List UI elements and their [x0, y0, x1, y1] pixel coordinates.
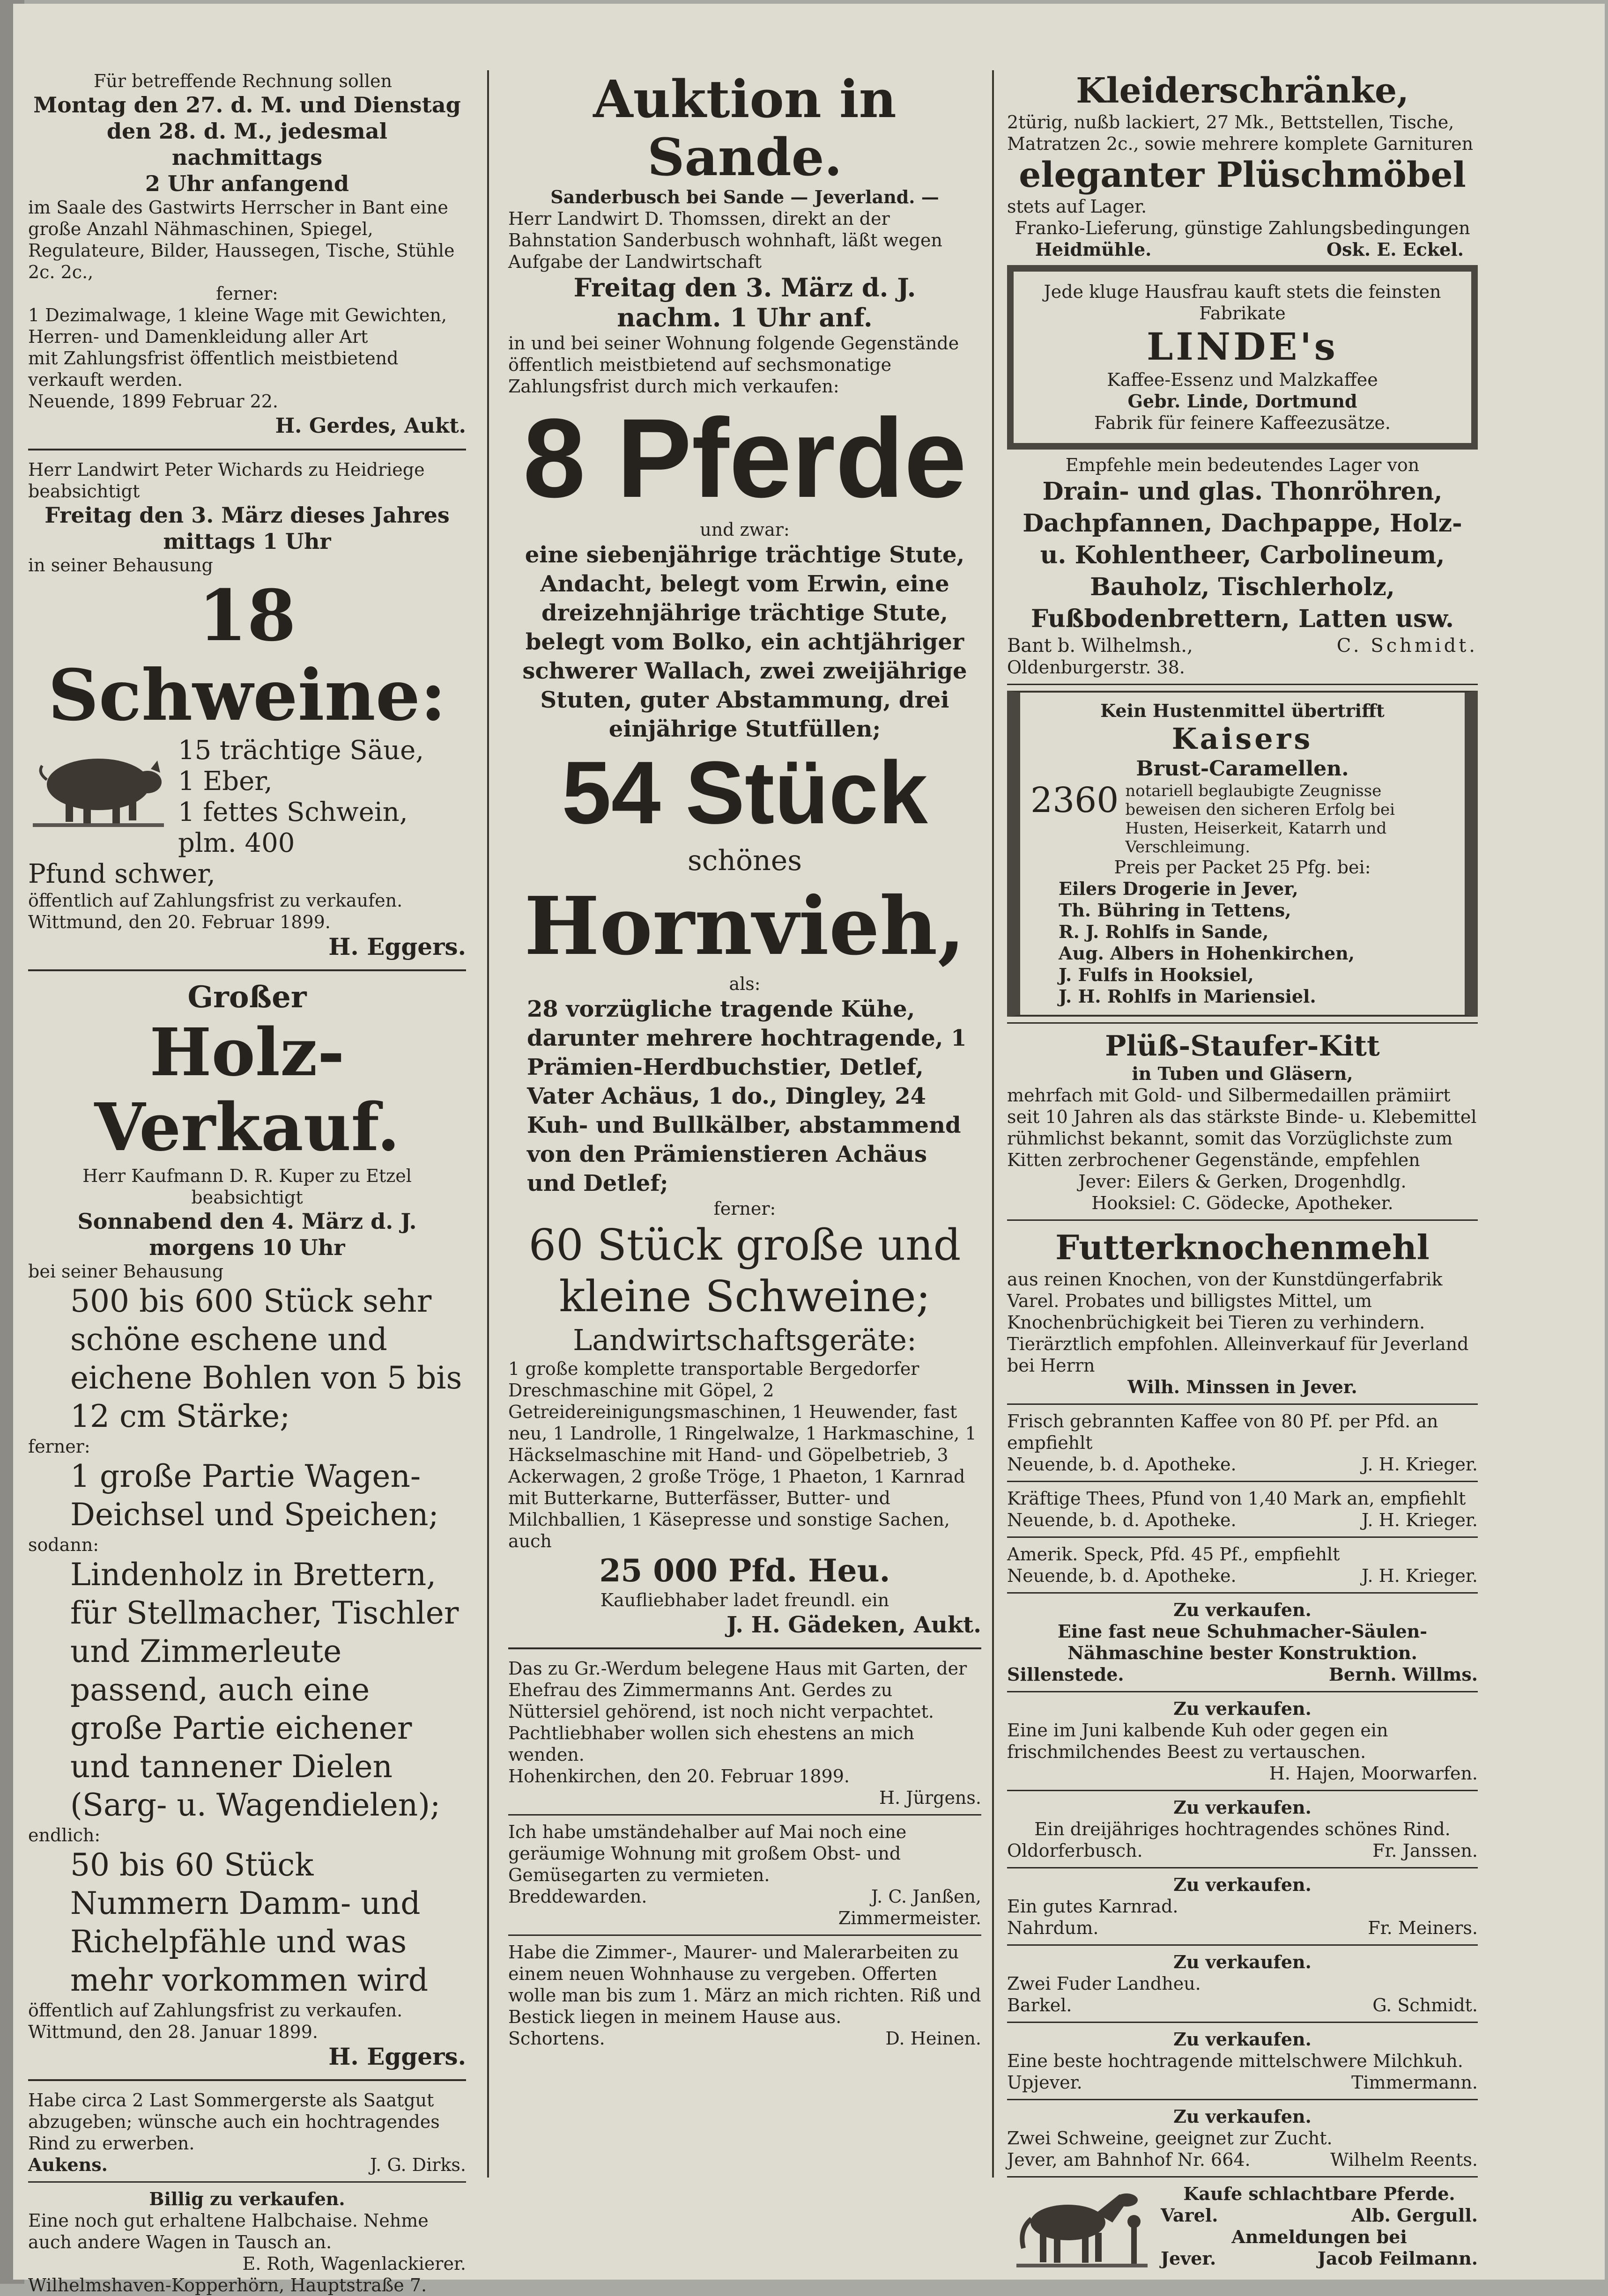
ad-place: Nahrdum.	[1007, 1918, 1099, 1938]
ad-building-materials	[1007, 454, 1478, 678]
ad-seller: Jever: Eilers & Gerken, Drogenhdlg.	[1078, 1171, 1407, 1192]
ad-place: Oldorferbusch.	[1007, 1840, 1143, 1861]
ad-item: 50 bis 60 Stück Nummern Damm- und Richelpfähle und was mehr vorkommen wird	[70, 1847, 429, 1998]
ad-horses: eine siebenjährige trächtige Stute, Andacht, belegt vom Erwin, eine dreizehnjährige trächtige Stute, belegt vom Bolko, ein achtjähriger schwerer Wallach, zwei zweijährige Stuten, guter Abstammung, drei einjährige Stutfüllen;	[522, 542, 967, 742]
pig-illustration	[28, 740, 169, 834]
ad-line: Jever, am Bahnhof Nr. 664.	[1007, 2149, 1251, 2170]
ad-product: Brust-Caramellen.	[1136, 757, 1349, 781]
ad-headline: 18 Schweine:	[48, 575, 446, 737]
ad-place: Upjever.	[1007, 2072, 1082, 2093]
ad-role: Zimmermeister.	[838, 1908, 981, 1928]
ad-hay	[1007, 1951, 1478, 2016]
ad-line: Anmeldungen bei	[1231, 2226, 1407, 2247]
ad-intro: Herr Landwirt Peter Wichards zu Heidriege beabsichtigt	[28, 459, 425, 502]
ad-place: Sillenstede.	[1007, 1664, 1124, 1685]
ad-price: Preis per Packet 25 Pfg. bei:	[1114, 857, 1371, 878]
ad-body: mehrfach mit Gold- und Silbermedaillen prämiirt seit 10 Jahren als das stärkste Binde- u. Klebemittel rühmlichst bekannt, somit das Vorzüglichste zum Kitten zerbrochener Gegenstände, empfehlen	[1007, 1085, 1477, 1170]
ad-intro: Für betreffende Rechnung sollen	[94, 71, 393, 91]
ad-line: Kaufe schlachtbare Pferde.	[1183, 2183, 1455, 2204]
ad-place: Varel.	[1161, 2205, 1218, 2226]
ad-invite: Kaufliebhaber ladet freundl. ein	[600, 1590, 889, 1610]
ad-terms: mit Zahlungsfrist öffentlich meistbietend verkauft werden.	[28, 348, 399, 390]
column-3	[1007, 70, 1478, 2269]
ad-item: Lindenholz in Brettern, für Stellmacher, Tischler und Zimmerleute passend, auch eine große Partie eichener und tannener Dielen (Sarg- u. Wagendielen);	[70, 1557, 459, 1823]
ad-line: Jede kluge Hausfrau kauft stets die feinsten Fabrikate	[1044, 281, 1441, 324]
ad-signer: J. C. Janßen,	[871, 1886, 981, 1907]
ad-line: Kaffee-Essenz und Malzkaffee	[1107, 369, 1378, 390]
ad-title: Zu verkaufen.	[1173, 1599, 1312, 1620]
ad-seller: J. H. Rohlfs in Mariensiel.	[1059, 986, 1316, 1007]
ad-divider	[1007, 1867, 1478, 1868]
ad-dateline: Hohenkirchen, den 20. Februar 1899.	[508, 1766, 850, 1787]
ad-signer: J. H. Krieger.	[1362, 1454, 1478, 1475]
ad-headline: Plüß-Staufer-Kitt	[1105, 1030, 1380, 1063]
ad-seller: Aug. Albers in Hohenkirchen,	[1059, 943, 1355, 964]
ad-seller: Eilers Drogerie in Jever,	[1059, 878, 1298, 899]
ad-coffee	[1007, 1410, 1478, 1475]
ad-body: Habe circa 2 Last Sommergerste als Saatgut abzugeben; wünsche auch ein hochtragendes Rind zu erwerben.	[28, 2090, 440, 2154]
ad-divider	[28, 969, 466, 971]
ad-date: Freitag den 3. März d. J.	[573, 273, 916, 303]
column-2	[508, 70, 981, 2248]
ad-sub: Sanderbusch bei Sande — Jeverland. —	[550, 186, 939, 207]
ad-signer: Fr. Janssen.	[1372, 1840, 1478, 1861]
ad-construction	[508, 1942, 981, 2049]
ad-signer: G. Schmidt.	[1372, 1995, 1478, 2015]
ad-intro: Herr Kaufmann D. R. Kuper zu Etzel beabsichtigt	[82, 1166, 412, 1208]
horse-illustration	[1012, 2185, 1152, 2274]
ad-signer: Wilhelm Reents.	[1330, 2149, 1478, 2170]
ad-divider	[1007, 1219, 1478, 1221]
ad-divider	[508, 1814, 981, 1816]
ad-ferner: ferner:	[28, 1436, 90, 1457]
ad-divider	[1007, 2176, 1478, 2178]
ad-sodann: sodann:	[28, 1535, 99, 1555]
ad-title: Billig zu verkaufen.	[149, 2188, 345, 2209]
ad-body: Eine fast neue Schuhmacher-Säulen-Nähmaschine bester Konstruktion.	[1057, 1621, 1428, 1663]
ad-intro: Herr Landwirt D. Thomssen, direkt an der Bahnstation Sanderbusch wohnhaft, läßt wegen Aufgabe der Landwirtschaft	[508, 208, 942, 272]
ad-body: Kräftige Thees, Pfund von 1,40 Mark an, empfiehlt	[1007, 1488, 1466, 1509]
ad-divider	[1007, 1481, 1478, 1482]
ad-headline: Kleiderschränke,	[1076, 71, 1409, 111]
ad-signer: J. G. Dirks.	[370, 2155, 466, 2175]
ad-address: Wilhelmshaven-Kopperhörn, Hauptstraße 7.	[28, 2275, 427, 2296]
ad-big-heading: Hornvieh,	[524, 879, 965, 973]
ad-place: bei seiner Behausung	[28, 1261, 224, 1282]
ad-body: Eine beste hochtragende mittelschwere Milchkuh.	[1007, 2051, 1463, 2071]
ad-big: eleganter Plüschmöbel	[1019, 155, 1466, 195]
ad-date: morgens 10 Uhr	[149, 1235, 345, 1260]
ad-ferner: ferner:	[216, 283, 278, 304]
ad-dateline: Wittmund, den 28. Januar 1899.	[28, 2022, 318, 2042]
ad-place: Bant b. Wilhelmsh.,	[1007, 635, 1193, 657]
ad-cow	[1007, 1698, 1478, 1784]
ad-als: als:	[729, 974, 761, 994]
ad-title: Zu verkaufen.	[1173, 2029, 1312, 2050]
ad-body: Ich habe umständehalber auf Mai noch eine geräumige Wohnung mit großem Obst- und Gemüsegarten zu vermieten.	[508, 1822, 907, 1885]
ad-date: den 28. d. M., jedesmal nachmittags	[106, 118, 388, 170]
ad-sub: in Tuben und Gläsern,	[1132, 1063, 1353, 1084]
ad-geraete: 1 große komplette transportable Bergedorfer Dreschmaschine mit Göpel, 2 Getreidereinigungsmaschinen, 1 Heuwender, fast neu, 1 Landrolle, 1 Ringelwalze, 1 Harkmaschine, 1 Häckselmaschine mit Hand- und Göpelbetrieb, 3 Ackerwagen, 2 große Tröge, 1 Phaeton, 1 Karnrad mit Butterkarne, Butterfässer, Butter- und Milchballien, 1 Käsepresse und sonstige Sachen, auch	[508, 1358, 977, 1551]
ad-intro: Empfehle mein bedeutendes Lager von	[1065, 455, 1420, 475]
ad-body: Ein dreijähriges hochtragendes schönes Rind.	[1034, 1819, 1451, 1839]
ad-place: in seiner Behausung	[28, 555, 213, 576]
ad-divider	[1007, 2099, 1478, 2100]
ad-place: Schortens.	[508, 2028, 605, 2049]
ad-wood-sale	[28, 980, 466, 2071]
ad-divider	[1007, 1790, 1478, 1791]
ad-house-werdum	[508, 1658, 981, 1809]
ad-big-heading: 8 Pferde	[523, 395, 967, 521]
ad-claim: notariell beglaubigte Zeugnisse beweisen den sicheren Erfolg bei Husten, Heiserkeit, Katarrh und Verschleimung.	[1125, 782, 1395, 856]
ad-item: Pfund schwer,	[28, 859, 215, 889]
ad-date: Sonnabend den 4. März d. J.	[77, 1209, 417, 1234]
ad-dateline: Wittmund, den 20. Februar 1899.	[28, 912, 331, 932]
ad-signer: H. Gerdes, Aukt.	[275, 414, 466, 438]
ad-milk-cow	[1007, 2029, 1478, 2093]
ad-seller: J. Fulfs in Hooksiel,	[1059, 964, 1254, 985]
ad-pre-headline: Großer	[187, 980, 307, 1015]
ad-date: 2 Uhr anfangend	[145, 171, 349, 196]
ad-und-zwar: und zwar:	[700, 519, 790, 540]
ad-divider	[1007, 1536, 1478, 1538]
ad-pre: Kein Hustenmittel übertrifft	[1100, 700, 1385, 721]
ad-heifer	[1007, 1797, 1478, 1861]
ad-divider	[28, 2181, 466, 2183]
ad-headline: Futterknochenmehl	[1055, 1227, 1430, 1267]
ad-big-heading: 60 Stück große und kleine Schweine;	[528, 1220, 961, 1321]
ad-body: Eine noch gut erhaltene Halbchaise. Nehme auch andere Wagen in Tausch an.	[28, 2210, 429, 2252]
ad-place: Heidmühle.	[1035, 239, 1152, 260]
ad-geraete-title: Landwirtschaftsgeräte:	[573, 1323, 917, 1357]
ad-hay: 25 000 Pfd. Heu.	[599, 1552, 890, 1589]
ad-terms: öffentlich auf Zahlungsfrist zu verkaufen.	[28, 890, 403, 911]
ad-divider	[1007, 1944, 1478, 1946]
ad-address: Oldenburgerstr. 38.	[1007, 657, 1185, 678]
ad-signer: Osk. E. Eckel.	[1326, 239, 1464, 260]
ad-title: Zu verkaufen.	[1173, 1698, 1312, 1719]
ad-signer: Timmermann.	[1351, 2072, 1478, 2093]
ad-body: Eine im Juni kalbende Kuh oder gegen ein frischmilchendes Beest zu vertauschen.	[1007, 1720, 1388, 1762]
ad-signer: J. H. Krieger.	[1362, 1510, 1478, 1530]
ad-item: 1 Eber,	[178, 766, 273, 797]
ad-signer: J. H. Gädeken, Aukt.	[726, 1612, 981, 1638]
ad-signer: Alb. Gergull.	[1351, 2205, 1478, 2226]
ad-signer: Fr. Meiners.	[1368, 1918, 1478, 1938]
ad-signer: Jacob Feilmann.	[1317, 2248, 1478, 2269]
ad-schones: schönes	[687, 844, 802, 877]
column-rule-2	[992, 70, 994, 2178]
ad-title: Zu verkaufen.	[1173, 2106, 1312, 2127]
ad-apartment	[508, 1821, 981, 1929]
ad-divider	[1007, 1022, 1478, 1024]
ad-auction-bant	[28, 70, 466, 440]
column-1	[28, 70, 466, 2296]
ad-furniture	[1007, 70, 1478, 260]
ad-body: Habe die Zimmer-, Maurer- und Malerarbeiten zu einem neuen Wohnhause zu vergeben. Offerten wolle man bis zum 1. März an mich richten. Riß und Bestick liegen in meinem Hause aus.	[508, 1942, 981, 2027]
ad-title: Zu verkaufen.	[1173, 1797, 1312, 1818]
ad-num: 2360	[1030, 780, 1119, 820]
ad-place: Neuende, b. d. Apotheke.	[1007, 1565, 1237, 1586]
ad-headline: Auktion in Sande.	[593, 69, 897, 187]
ad-body: Das zu Gr.-Werdum belegene Haus mit Garten, der Ehefrau des Zimmermanns Ant. Gerdes zu Nüttersiel gehörend, ist noch nicht verpachtet. Pachtliebhaber wollen sich ehestens an mich wenden.	[508, 1658, 967, 1765]
ad-divider	[508, 1647, 981, 1649]
ad-signer: H. Eggers.	[328, 2043, 466, 2070]
ad-divider	[508, 1934, 981, 1936]
ad-items: Drain- und glas. Thonröhren, Dachpfannen, Dachpappe, Holz- u. Kohlentheer, Carbolineum, Bauholz, Tischlerholz, Fußbodenbrettern, Latten usw.	[1023, 477, 1462, 633]
ad-divider	[1007, 1691, 1478, 1692]
ad-stock: stets auf Lager.	[1007, 196, 1147, 217]
ad-kitt	[1007, 1029, 1478, 1214]
ad-body: Frisch gebrannten Kaffee von 80 Pf. per Pfd. an empfiehlt	[1007, 1411, 1438, 1453]
ad-auction-sande	[508, 70, 981, 1639]
ad-item: 1 große Partie Wagen-Deichsel und Speichen;	[70, 1458, 439, 1533]
ad-title: Zu verkaufen.	[1173, 1874, 1312, 1895]
ad-date: Montag den 27. d. M. und Dienstag	[33, 92, 461, 118]
ad-sewing-machine	[1007, 1599, 1478, 1685]
ad-karnrad	[1007, 1874, 1478, 1939]
ad-breeding-pigs	[1007, 2106, 1478, 2170]
ad-pig-sale	[28, 459, 466, 961]
ad-signer: H. Eggers.	[328, 933, 466, 960]
ad-signer: E. Roth, Wagenlackierer.	[242, 2253, 466, 2274]
ad-terms: Franko-Lieferung, günstige Zahlungsbedingungen	[1015, 218, 1470, 238]
ad-signer: D. Heinen.	[885, 2028, 981, 2049]
ad-body: im Saale des Gastwirts Herrscher in Bant eine große Anzahl Nähmaschinen, Spiegel, Regulateure, Bilder, Haussegen, Tische, Stühle 2c. 2c.,	[28, 197, 455, 282]
ad-divider	[28, 449, 466, 450]
ad-divider	[1007, 2022, 1478, 2023]
ad-halbchaise	[28, 2188, 466, 2296]
ad-signer: C. Schmidt.	[1336, 635, 1478, 657]
ad-place: Neuende, b. d. Apotheke.	[1007, 1510, 1237, 1530]
ad-divider	[28, 2079, 466, 2081]
ad-ferner: ferner:	[713, 1198, 776, 1219]
ad-signer: Bernh. Willms.	[1328, 1664, 1478, 1685]
ad-date: mittags 1 Uhr	[163, 529, 331, 554]
ad-terms: in und bei seiner Wohnung folgende Gegenstände öffentlich meistbietend auf sechsmonatige Zahlungsfrist durch mich verkaufen:	[508, 333, 959, 397]
ad-body: aus reinen Knochen, von der Kunstdüngerfabrik Varel. Probates und billigstes Mittel, um Knochenbrüchigkeit bei Tieren zu verhindern. Tierärztlich empfohlen. Alleinverkauf für Jeverland bei Herrn	[1007, 1269, 1469, 1376]
ad-date: nachm. 1 Uhr anf.	[617, 303, 873, 332]
ad-linde-box	[1007, 265, 1478, 450]
ad-seller: Th. Bühring in Tettens,	[1059, 900, 1291, 921]
ad-divider	[1007, 1592, 1478, 1594]
ad-divider	[1007, 1403, 1478, 1405]
ad-brand: Kaisers	[1171, 722, 1313, 756]
ad-brand: LINDE's	[1147, 325, 1338, 369]
ad-seller: Hooksiel: C. Gödecke, Apotheker.	[1091, 1193, 1393, 1213]
ad-place: Jever.	[1161, 2248, 1216, 2269]
ad-body: Amerik. Speck, Pfd. 45 Pf., empfiehlt	[1007, 1544, 1340, 1565]
ad-signer: H. Hajen, Moorwarfen.	[1269, 1763, 1478, 1784]
ad-maker: Gebr. Linde, Dortmund	[1127, 391, 1357, 412]
ad-bacon	[1007, 1543, 1478, 1587]
ad-headline: Holz-Verkauf.	[94, 1014, 400, 1166]
ad-divider	[1007, 684, 1478, 685]
ad-futterknochenmehl	[1007, 1226, 1478, 1398]
ad-place: Breddewarden.	[508, 1886, 647, 1907]
ad-signer: H. Jürgens.	[879, 1787, 981, 1808]
ad-body: 1 Dezimalwage, 1 kleine Wage mit Gewichten, Herren- und Damenkleidung aller Art	[28, 305, 447, 347]
ad-terms: öffentlich auf Zahlungsfrist zu verkaufen.	[28, 2000, 403, 2021]
ad-line: Fabrik für feinere Kaffeezusätze.	[1094, 413, 1391, 433]
ad-date: Freitag den 3. März dieses Jahres	[44, 502, 450, 528]
ad-title: Zu verkaufen.	[1173, 1951, 1312, 1972]
ad-seller: Wilh. Minssen in Jever.	[1127, 1376, 1357, 1397]
column-rule-1	[487, 70, 489, 2178]
ad-horse-buyer	[1007, 2183, 1478, 2274]
ad-item: 15 trächtige Säue,	[178, 735, 424, 766]
ad-item: 500 bis 600 Stück sehr schöne eschene und eichene Bohlen von 5 bis 12 cm Stärke;	[70, 1283, 462, 1434]
ad-place: Barkel.	[1007, 1995, 1072, 2015]
ad-kaisers-box	[1007, 691, 1478, 1017]
ad-place: Aukens.	[28, 2154, 108, 2175]
ad-cattle: 28 vorzügliche tragende Kühe, darunter mehrere hochtragende, 1 Prämien-Herdbuchstier, Detlef, Vater Achäus, 1 do., Dingley, 24 Kuh- und Bullkälber, abstammend von den Prämienstieren Achäus und Detlef;	[527, 996, 967, 1196]
ad-big-heading: 54 Stück	[562, 743, 928, 842]
ad-endlich: endlich:	[28, 1825, 101, 1846]
ad-body: Zwei Fuder Landheu.	[1007, 1973, 1201, 1994]
ad-body: Ein gutes Karnrad.	[1007, 1896, 1178, 1917]
ad-place: Neuende, b. d. Apotheke.	[1007, 1454, 1237, 1475]
ad-tea	[1007, 1488, 1478, 1531]
ad-item: 1 fettes Schwein, plm. 400	[178, 797, 408, 858]
ad-barley	[28, 2089, 466, 2176]
ad-seller: R. J. Rohlfs in Sande,	[1059, 921, 1269, 942]
ad-signer: J. H. Krieger.	[1362, 1565, 1478, 1586]
ad-dateline: Neuende, 1899 Februar 22.	[28, 391, 279, 412]
ad-body: 2türig, nußb lackiert, 27 Mk., Bettstellen, Tische, Matratzen 2c., sowie mehrere komplete Garnituren	[1007, 112, 1474, 154]
ad-body: Zwei Schweine, geeignet zur Zucht.	[1007, 2128, 1333, 2148]
